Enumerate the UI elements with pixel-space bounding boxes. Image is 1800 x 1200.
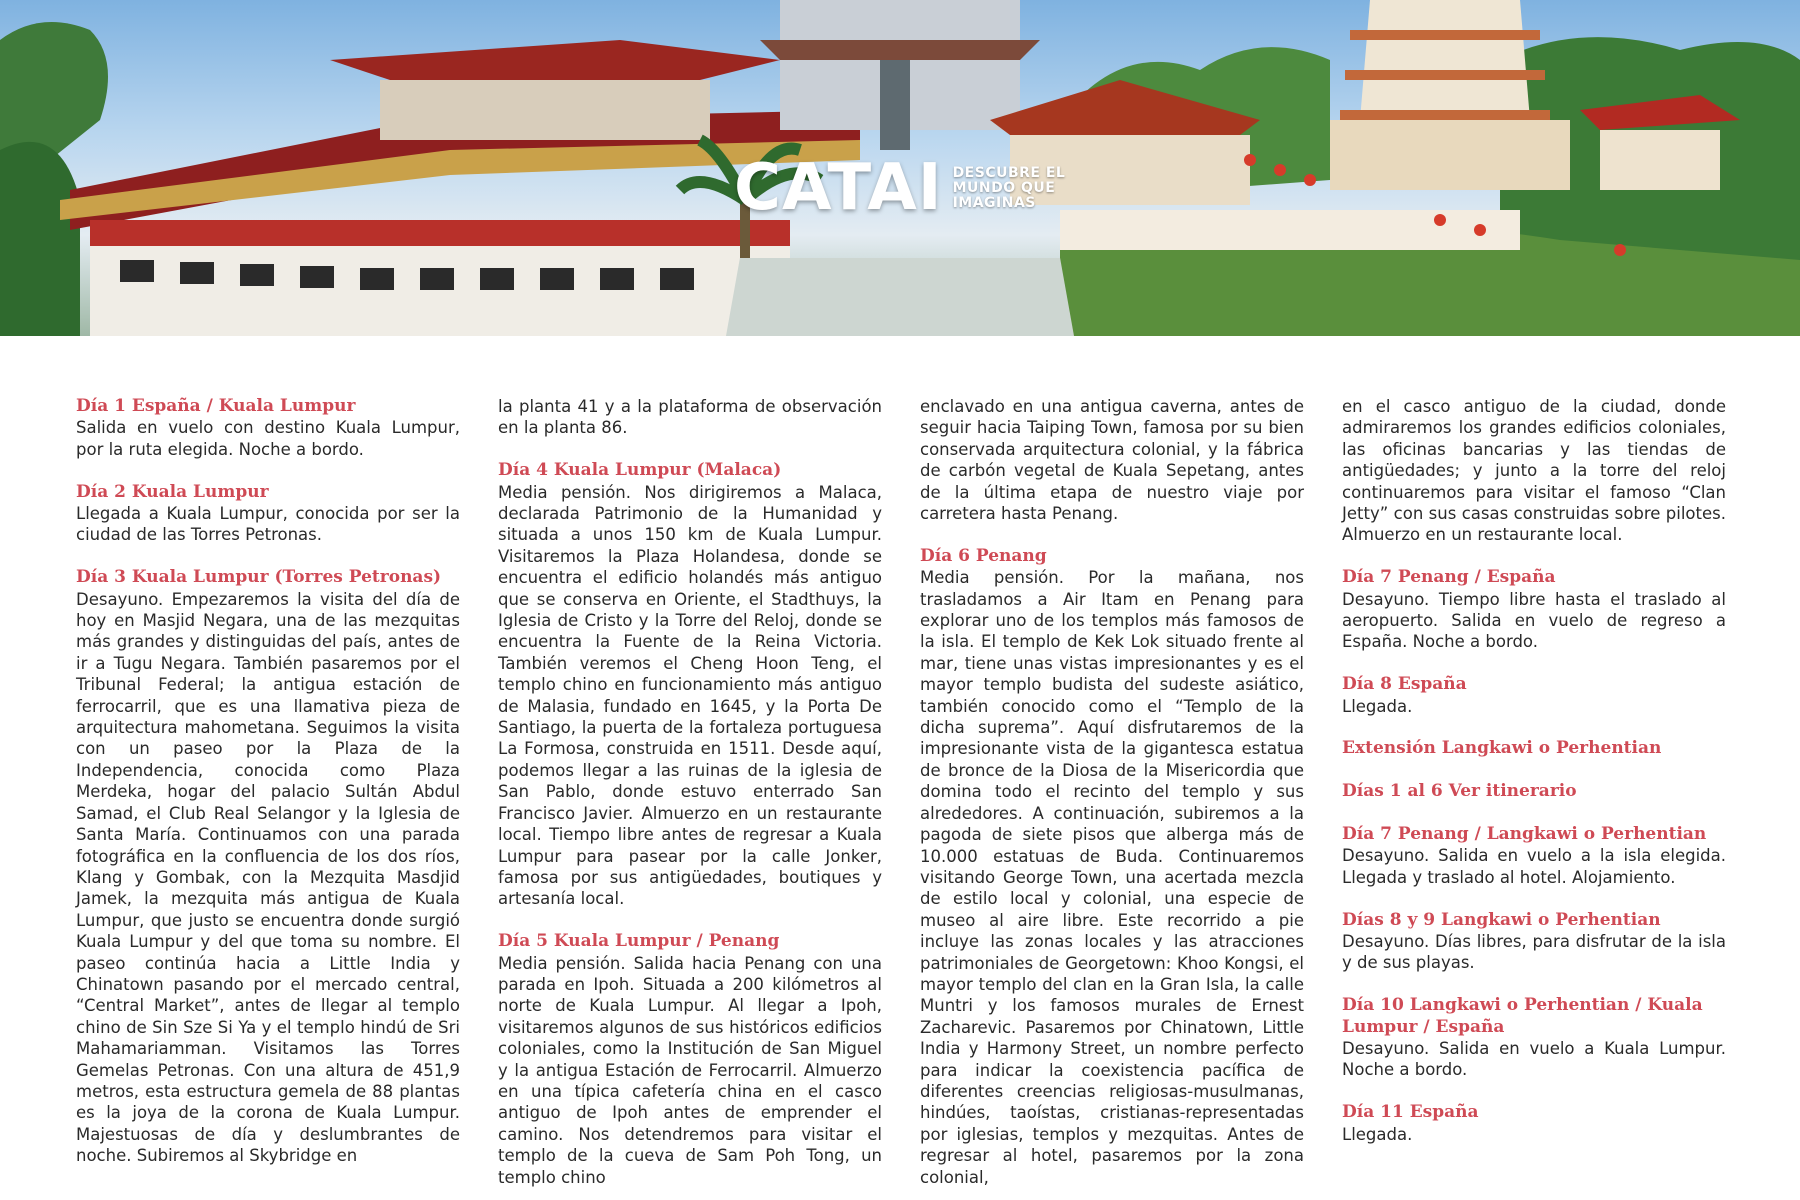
column-1 (76, 396, 460, 1166)
column-3 (920, 396, 1304, 1187)
day-title: Día 11 España (1342, 1102, 1479, 1123)
day-title: Día 3 Kuala Lumpur (Torres Petronas) (76, 567, 442, 588)
day-text: Llegada. (1342, 1124, 1413, 1144)
day-text: Desayuno. Salida en vuelo a Kuala Lumpur. Noche a bordo. (1342, 1039, 1726, 1080)
day-title: Día 5 Kuala Lumpur / Penang (498, 931, 780, 952)
extension-days-title: Días 1 al 6 Ver itinerario (1342, 781, 1577, 802)
hero-banner (0, 0, 1800, 336)
column-4 (1342, 396, 1726, 1156)
day-title: Día 1 España / Kuala Lumpur (76, 396, 356, 416)
continued-text: enclavado en una antigua caverna, antes de seguir hacia Taiping Town, famosa por su bien conservada arquitectura colonial, y la fábrica de carbón vegetal de Kuala Sepetang, antes de la última etapa de nuestro viaje por carretera hasta Penang. (920, 397, 1304, 524)
brand-name: CATAI (734, 151, 943, 225)
day-text: Media pensión. Por la mañana, nos trasladamos a Air Itam en Penang para explorar uno de los templos más famosos de la isla. El templo de Kek Lok situado frente al mar, tiene unas vistas impresionantes y es el mayor templo budista del sudeste asiático, también conocido como el “Templo de la dicha suprema”. Aquí disfrutaremos de la impresionante vista de la gigantesca estatua de bronce de la Diosa de la Misericordia que domina todo el recinto del templo y sus alrededores. A continuación, subiremos a la pagoda de siete pisos que alberga más de 10.000 estatuas de Buda. Continuaremos visitando George Town, una acertada mezcla de estilo local y colonial, una especie de museo al aire libre. Este recorrido a pie incluye las zonas locales y las atracciones patrimoniales de Georgetown: Khoo Kongsi, el mayor templo del clan en la Gran Isla, la calle Muntri y los famosos murales de Ernest Zacharevic. Pasaremos por Chinatown, Little India y Harmony Street, un nombre perfecto para indicar la coexistencia pacífica de diferentes creencias religiosas-musulmanas, hindúes, taoístas, cristianas-representadas por iglesias, templos y mezquitas. Antes de regresar al hotel, pasaremos por la zona colonial, (920, 568, 1304, 1187)
day-text: Desayuno. Empezaremos la visita del día de hoy en Masjid Negara, una de las mezquitas más grandes y distinguidas del país, antes de ir a Tugu Negara. También pasaremos por el Tribunal Federal; la antigua estación de ferrocarril, que es una llamativa pieza de arquitectura mahometana. Seguimos la visita con un paseo por la Plaza de la Independencia, conocida como Plaza Merdeka, hogar del palacio Sultán Abdul Samad, el Club Real Selangor y la Iglesia de Santa María. Continuamos con una parada fotográfica en la confluencia de los dos ríos, Klang y Gombak, con la Mezquita Masdjid Jamek, la mezquita más antigua de Kuala Lumpur, que justo se encuentra donde surgió Kuala Lumpur y del que toma su nombre. El paseo continúa hacia a Little India y Chinatown pasando por el mercado central, “Central Market”, antes de llegar al templo chino de Sin Sze Si Ya y el templo hindú de Sri Mahamariamman. Visitamos las Torres Gemelas Petronas. Con una altura de 451,9 metros, esta estructura gemela de 88 plantas es la joya de la corona de Kuala Lumpur. Majestuosas de día y deslumbrantes de noche. Subiremos al Skybridge en (76, 589, 460, 1166)
day-text: Llegada a Kuala Lumpur, conocida por ser la ciudad de las Torres Petronas. (76, 504, 460, 545)
day-text: Salida en vuelo con destino Kuala Lumpur, por la ruta elegida. Noche a bordo. (76, 418, 460, 459)
brand-tagline-line: MUNDO QUE (952, 179, 1056, 196)
header-tab (726, 258, 1074, 336)
continued-text: en el casco antiguo de la ciudad, donde admiraremos los grandes edificios coloniales, las oficinas bancarias y las tiendas de antigüedades; y junto a la torre del reloj continuaremos para visitar el famoso “Clan Jetty” con sus casas construidas sobre pilotes. Almuerzo en un restaurante local. (1342, 397, 1726, 545)
day-title: Día 2 Kuala Lumpur (76, 481, 269, 502)
continued-text: la planta 41 y a la plataforma de observación en la planta 86. (498, 397, 882, 438)
day-title: Día 7 Penang / España (1342, 567, 1556, 588)
brand-tagline (953, 166, 1066, 211)
day-title: Día 8 España (1342, 674, 1467, 695)
day-title: Días 8 y 9 Langkawi o Perhentian (1342, 909, 1661, 930)
brand-tagline-line: DESCUBRE EL (952, 164, 1066, 181)
catai-logo (734, 150, 1065, 226)
day-text: Llegada. (1342, 696, 1413, 716)
itinerary-text (76, 396, 1726, 1187)
day-title: Día 6 Penang (920, 545, 1047, 566)
day-text: Desayuno. Salida en vuelo a la isla elegida. Llegada y traslado al hotel. Alojamiento. (1342, 846, 1726, 887)
day-title: Día 4 Kuala Lumpur (Malaca) (498, 460, 782, 481)
day-text: Desayuno. Días libres, para disfrutar de la isla y de sus playas. (1342, 932, 1726, 973)
day-text: Desayuno. Tiempo libre hasta el traslado al aeropuerto. Salida en vuelo de regreso a España. Noche a bordo. (1342, 589, 1726, 652)
day-text: Media pensión. Salida hacia Penang con una parada en Ipoh. Situada a 200 kilómetros al norte de Kuala Lumpur. Al llegar a Ipoh, visitaremos algunos de sus históricos edificios coloniales, como la Institución de San Miguel y la antigua Estación de Ferrocarril. Almuerzo en una típica cafetería china en el casco antiguo de Ipoh antes de emprender el camino. Nos detendremos para visitar el templo de la cueva de Sam Poh Tong, un templo chino (498, 953, 882, 1187)
day-title: Día 10 Langkawi o Perhentian / Kuala Lumpur / España (1342, 995, 1703, 1037)
day-text: Media pensión. Nos dirigiremos a Malaca, declarada Patrimonio de la Humanidad y situada a unos 150 km de Kuala Lumpur. Visitaremos la Plaza Holandesa, donde se encuentra el edificio holandés más antiguo que se conserva en Oriente, el Stadthuys, la Iglesia de Cristo y la Torre del Reloj, donde se encuentra la Fuente de la Reina Victoria. También veremos el Cheng Hoon Teng, el templo chino en funcionamiento más antiguo de Malasia, fundado en 1645, y la Porta De Santiago, la puerta de la fortaleza portuguesa La Formosa, construida en 1511. Desde aquí, podemos llegar a las ruinas de la iglesia de San Pablo, donde estuvo enterrado San Francisco Javier. Almuerzo en un restaurante local. Tiempo libre antes de regresar a Kuala Lumpur para pasear por la calle Jonker, famosa por sus antigüedades, boutiques y artesanía local. (498, 482, 882, 909)
column-2 (498, 396, 882, 1187)
day-title: Día 7 Penang / Langkawi o Perhentian (1342, 824, 1707, 845)
extension-title: Extensión Langkawi o Perhentian (1342, 738, 1662, 759)
brand-tagline-line: IMAGINAS (952, 194, 1036, 211)
